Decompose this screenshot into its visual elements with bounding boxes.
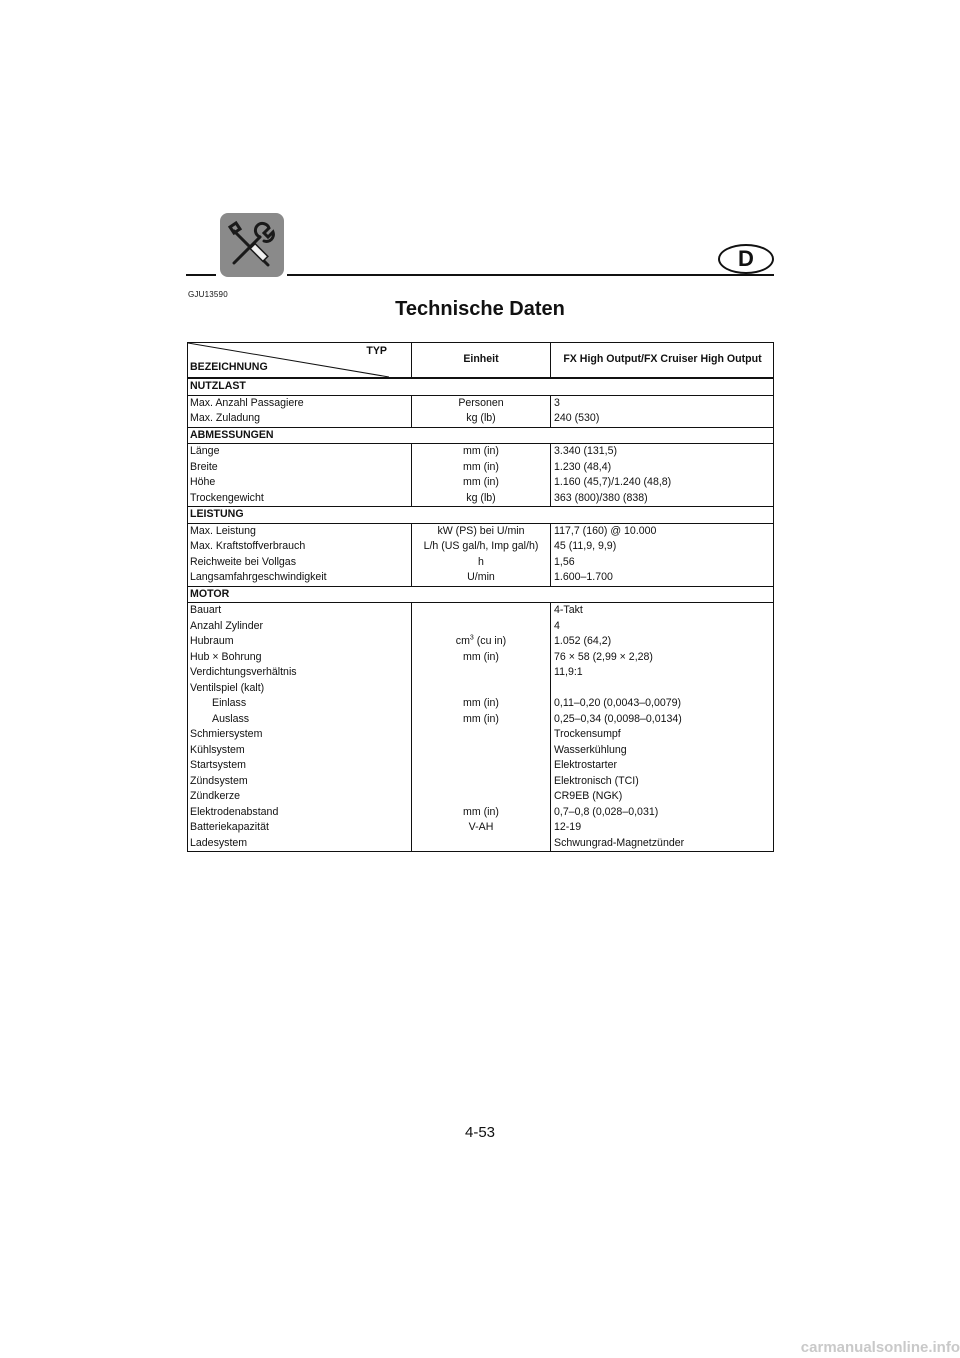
section-header-row [188,586,774,603]
table-row [188,743,774,759]
table-row [188,681,774,697]
section-title: LEISTUNG [188,507,774,524]
spec-label: Zündkerze [188,789,412,805]
spec-label: Höhe [188,475,412,491]
spec-label: Kühlsystem [188,743,412,759]
spec-value: 4 [554,619,560,632]
table-row [188,491,774,507]
spec-value: 11,9:1 [554,666,583,678]
table-row [188,444,774,460]
spec-value: Trockensumpf [554,728,621,740]
spec-value: 3 [554,396,560,409]
spec-value: 117,7 (160) @ 10.000 [554,524,657,537]
spec-label: Ventilspiel (kalt) [188,681,412,697]
table-row [188,411,774,427]
spec-unit [412,634,551,650]
table-row [188,523,774,539]
spec-table-body [188,378,774,852]
spec-unit: mm (in) [412,444,551,460]
spec-label: Ladesystem [188,836,412,852]
spec-unit: kg (lb) [412,491,551,507]
spec-value [551,681,774,697]
spec-value: 45 (11,9, 9,9) [554,540,617,552]
spec-value: Elektronisch (TCI) [554,774,639,787]
spec-value: Wasserkühlung [554,743,627,756]
spec-label: Trockengewicht [188,491,412,507]
table-row [188,805,774,821]
spec-label: Schmiersystem [188,727,412,743]
table-row [188,774,774,790]
table-row [188,665,774,681]
spec-unit: Personen [412,395,551,411]
spec-value: 1.600–1.700 [554,571,613,583]
spec-unit: mm (in) [412,712,551,728]
spec-value: 0,7–0,8 (0,028–0,031) [554,805,659,818]
spec-unit: V-AH [412,820,551,836]
spec-value: Elektrostarter [554,759,617,771]
spec-unit [412,665,551,681]
table-row [188,603,774,619]
section-title: NUTZLAST [188,378,774,395]
section-title: ABMESSUNGEN [188,427,774,444]
section-header-row [188,507,774,524]
table-row [188,475,774,491]
spec-unit: kg (lb) [412,411,551,427]
spec-unit [412,681,551,697]
spec-value: 363 (800)/380 (838) [554,491,648,504]
spec-value: 1.160 (45,7)/1.240 (48,8) [554,476,672,488]
spec-value: 1.230 (48,4) [554,460,612,473]
page-title: Technische Daten [395,298,565,320]
spec-label: Verdichtungsverhältnis [188,665,412,681]
spec-value: 0,25–0,34 (0,0098–0,0134) [554,712,682,725]
spec-unit: mm (in) [412,460,551,476]
spec-value: 1,56 [554,555,575,568]
spec-label: Länge [188,444,412,460]
table-row [188,555,774,571]
spec-label: Langsamfahrgeschwindigkeit [188,570,412,586]
spec-label: Auslass [188,712,412,728]
spec-unit [412,743,551,759]
table-row [188,619,774,635]
spec-unit: mm (in) [412,805,551,821]
spec-label: Max. Kraftstoffverbrauch [188,539,412,555]
unit-rest: (cu in) [473,635,507,647]
spec-value: 3.340 (131,5) [554,445,618,457]
tools-icon [220,213,284,277]
page-number: 4-53 [464,1124,496,1141]
spec-label: Breite [188,460,412,476]
language-badge: D [718,244,774,274]
spec-value: 76 × 58 (2,99 × 2,28) [554,650,653,663]
spec-value: CR9EB (NGK) [554,790,623,802]
spec-unit: L/h (US gal/h, Imp gal/h) [412,539,551,555]
spec-label: Bauart [188,603,412,619]
spec-label: Hub × Bohrung [188,650,412,666]
spec-label: Batteriekapazität [188,820,412,836]
section-header-row [188,427,774,444]
spec-unit [412,836,551,852]
spec-table [187,342,774,852]
spec-unit: U/min [412,570,551,586]
section-title: MOTOR [188,586,774,603]
spec-value: 0,11–0,20 (0,0043–0,0079) [554,697,682,709]
model-column-header: FX High Output/FX Cruiser High Output [551,343,774,379]
spec-unit [412,603,551,619]
spec-label: Startsystem [188,758,412,774]
spec-unit [412,727,551,743]
table-row [188,789,774,805]
spec-value: 240 (530) [554,412,600,424]
unit-superscript: 3 [469,634,474,642]
watermark: carmanualsonline.info [800,1339,960,1356]
document-code: GJU13590 [188,290,228,299]
table-row [188,395,774,411]
table-row [188,460,774,476]
spec-label: Elektrodenabstand [188,805,412,821]
section-header-row [188,378,774,395]
spec-unit [412,619,551,635]
spec-label: Anzahl Zylinder [188,619,412,635]
table-row [188,712,774,728]
spec-unit: kW (PS) bei U/min [412,523,551,539]
spec-value: 1.052 (64,2) [554,635,612,647]
table-row [188,696,774,712]
spec-label: Reichweite bei Vollgas [188,555,412,571]
table-row [188,539,774,555]
table-header-row [188,343,774,379]
spec-unit: h [412,555,551,571]
spec-unit: mm (in) [412,696,551,712]
table-row [188,758,774,774]
corner-header-cell [188,343,412,379]
spec-unit [412,774,551,790]
spec-unit [412,789,551,805]
table-row [188,836,774,852]
table-row [188,634,774,650]
spec-label: Max. Zuladung [188,411,412,427]
table-row [188,727,774,743]
spec-value: Schwungrad-Magnetzünder [554,836,685,849]
corner-label-typ: TYP [366,345,387,357]
table-row [188,820,774,836]
unit-column-header: Einheit [412,343,551,379]
spec-label: Hubraum [188,634,412,650]
spec-label: Max. Leistung [188,523,412,539]
header-rule-left [186,274,216,276]
spec-unit: mm (in) [412,650,551,666]
spec-label: Einlass [188,696,412,712]
spec-value: 12-19 [554,821,582,833]
spec-value: 4-Takt [554,604,583,616]
corner-label-bezeichnung: BEZEICHNUNG [190,361,268,373]
spec-unit: mm (in) [412,475,551,491]
spec-unit [412,758,551,774]
unit-base: cm [455,635,470,647]
spec-label: Zündsystem [188,774,412,790]
table-row [188,650,774,666]
table-row [188,570,774,586]
header-rule-right [287,274,774,276]
spec-label: Max. Anzahl Passagiere [188,395,412,411]
